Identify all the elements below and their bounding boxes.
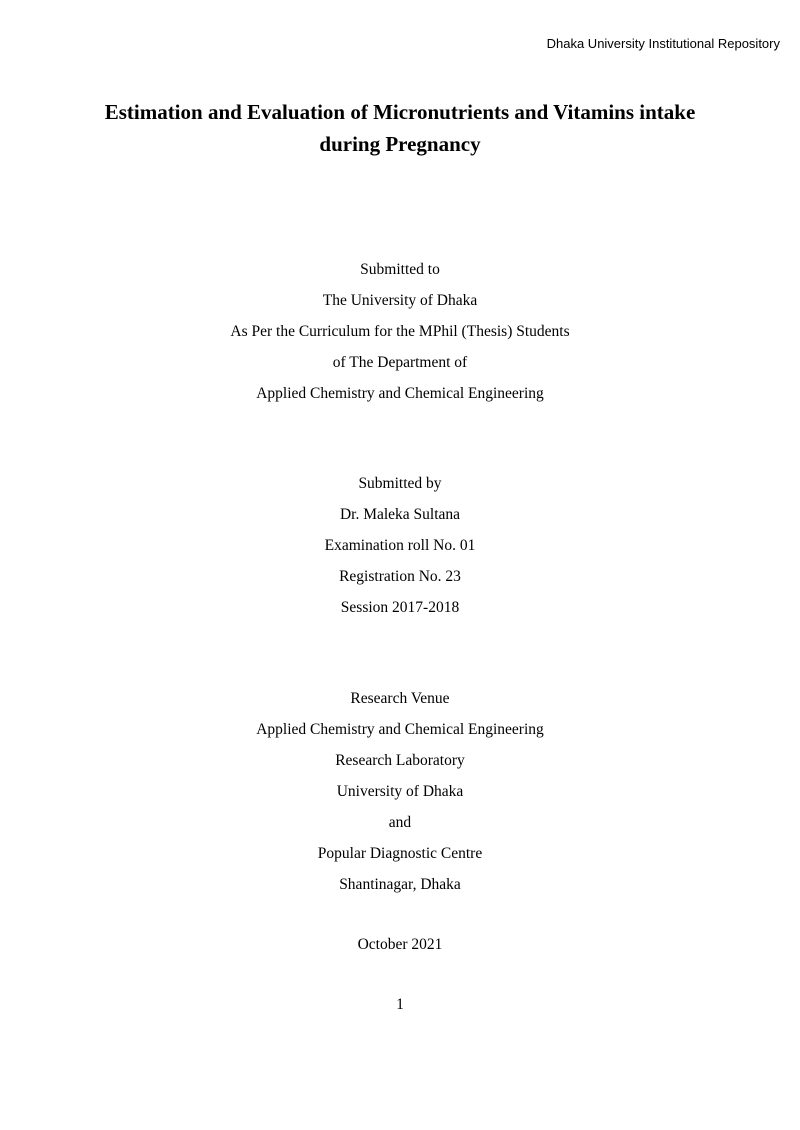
department-name: Applied Chemistry and Chemical Engineering bbox=[256, 385, 544, 402]
department-of-line: of The Department of bbox=[332, 354, 468, 371]
thesis-title-line-2: during Pregnancy bbox=[319, 132, 481, 156]
author-name: Dr. Maleka Sultana bbox=[339, 506, 461, 523]
page-number bbox=[0, 989, 800, 1020]
repository-header: Dhaka University Institutional Repository bbox=[546, 36, 780, 51]
venue-university: University of Dhaka bbox=[336, 783, 464, 800]
submitted-to-block bbox=[0, 254, 800, 409]
research-venue-block bbox=[0, 683, 800, 900]
research-venue-heading: Research Venue bbox=[350, 690, 450, 707]
venue-diagnostic-centre: Popular Diagnostic Centre bbox=[317, 845, 483, 862]
venue-laboratory: Research Laboratory bbox=[335, 752, 465, 769]
thesis-title-line-1: Estimation and Evaluation of Micronutrients and Vitamins intake bbox=[104, 100, 696, 124]
venue-department: Applied Chemistry and Chemical Engineering bbox=[256, 721, 544, 738]
examination-roll: Examination roll No. 01 bbox=[324, 537, 476, 554]
submitted-by-block bbox=[0, 468, 800, 623]
page-number-text: 1 bbox=[396, 996, 404, 1013]
submission-date bbox=[0, 929, 800, 960]
university-name: The University of Dhaka bbox=[322, 292, 478, 309]
submitted-by-heading: Submitted by bbox=[358, 475, 442, 492]
curriculum-line: As Per the Curriculum for the MPhil (Thesis) Students bbox=[230, 323, 570, 340]
submitted-to-heading: Submitted to bbox=[360, 261, 440, 278]
registration-number: Registration No. 23 bbox=[339, 568, 461, 585]
submission-date-text: October 2021 bbox=[357, 936, 443, 953]
session: Session 2017-2018 bbox=[340, 599, 460, 616]
thesis-title bbox=[0, 96, 800, 160]
venue-and: and bbox=[388, 814, 412, 831]
venue-location: Shantinagar, Dhaka bbox=[339, 876, 461, 893]
